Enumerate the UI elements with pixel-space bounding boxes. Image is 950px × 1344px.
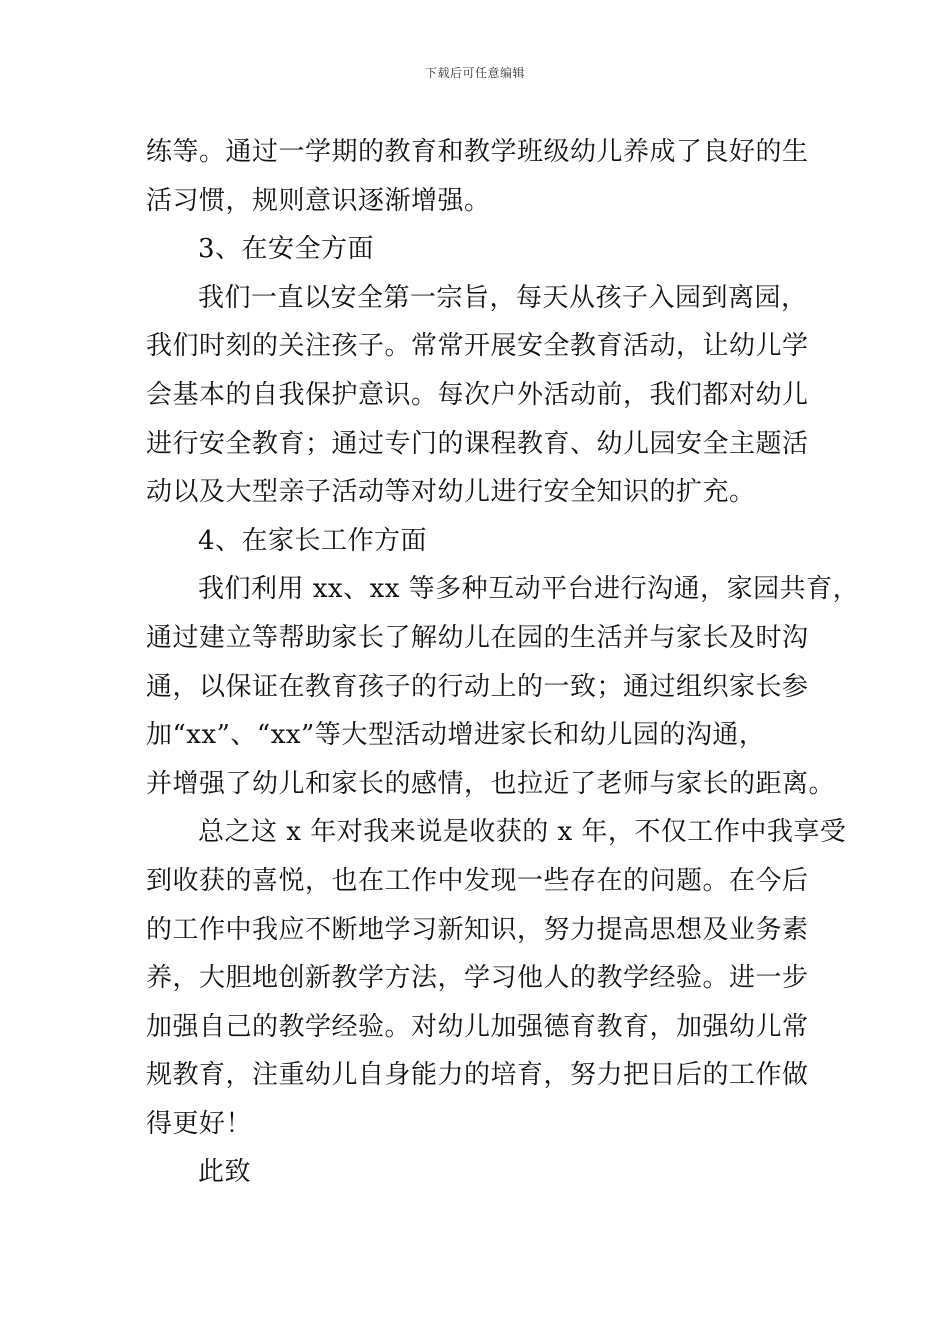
text-line: 总之这 x 年对我来说是收获的 x 年，不仅工作中我享受 [198, 817, 847, 848]
closing-salutation: 此致 [198, 1157, 252, 1188]
text-line: 通过建立等帮助家长了解幼儿在园的生活并与家长及时沟 [146, 622, 809, 653]
page-header: 下载后可任意编辑 [424, 66, 525, 80]
text-line: 进行安全教育；通过专门的课程教育、幼儿园安全主题活 [146, 428, 809, 459]
section-heading: 4、在家长工作方面 [198, 525, 428, 556]
body-text [146, 128, 860, 1197]
text-line: 动以及大型亲子活动等对幼儿进行安全知识的扩充。 [146, 477, 756, 508]
text-line: 到收获的喜悦，也在工作中发现一些存在的问题。在今后 [146, 865, 809, 896]
text-line: 并增强了幼儿和家长的感情，也拉近了老师与家长的距离。 [146, 768, 836, 799]
text-line: 得更好！ [146, 1108, 253, 1139]
text-line: 加“xx”、“xx”等大型活动增进家长和幼儿园的沟通， [146, 720, 766, 751]
text-line: 我们利用 xx、xx 等多种互动平台进行沟通，家园共育， [198, 574, 860, 605]
text-line: 练等。通过一学期的教育和教学班级幼儿养成了良好的生 [146, 137, 809, 167]
section-heading: 3、在安全方面 [198, 234, 375, 265]
text-line: 我们一直以安全第一宗旨，每天从孩子入园到离园， [198, 282, 808, 313]
text-line: 养，大胆地创新教学方法，学习他人的教学经验。进一步 [146, 963, 809, 994]
text-line: 加强自己的教学经验。对幼儿加强德育教育，加强幼儿常 [146, 1011, 809, 1042]
text-line: 我们时刻的关注孩子。常常开展安全教育活动，让幼儿学 [146, 331, 809, 362]
text-line: 会基本的自我保护意识。每次户外活动前，我们都对幼儿 [146, 379, 809, 410]
text-line: 通，以保证在教育孩子的行动上的一致；通过组织家长参 [146, 671, 809, 702]
text-line: 活习惯，规则意识逐渐增强。 [146, 185, 491, 216]
text-line: 的工作中我应不断地学习新知识，努力提高思想及业务素 [146, 914, 809, 945]
text-line: 规教育，注重幼儿自身能力的培育，努力把日后的工作做 [146, 1060, 809, 1091]
